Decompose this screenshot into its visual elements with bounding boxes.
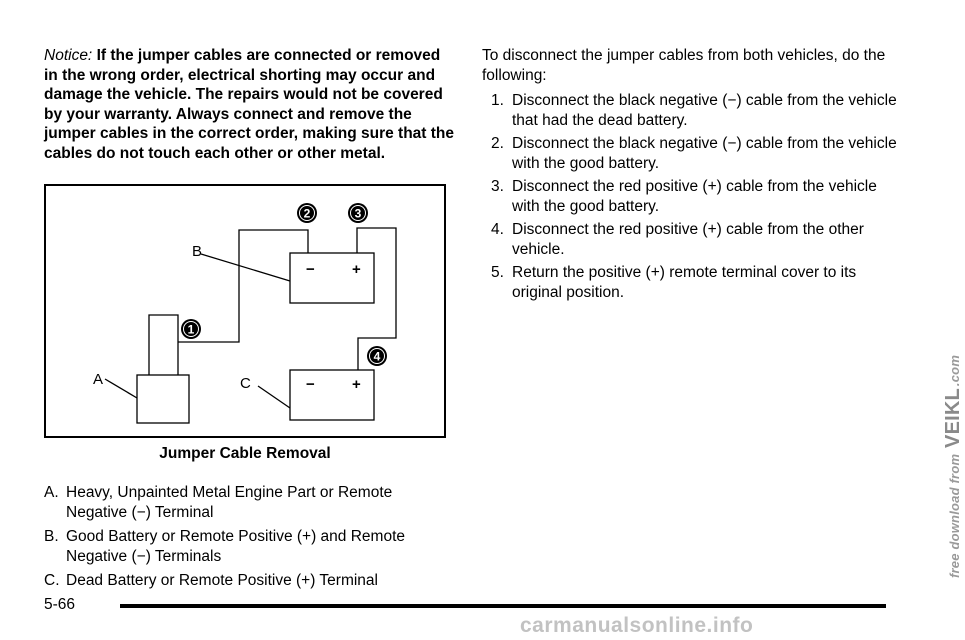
step-item bbox=[491, 177, 901, 216]
watermark-brand: VEIKL bbox=[942, 388, 964, 448]
good-battery-negative: − bbox=[306, 261, 315, 278]
leader-c bbox=[258, 386, 290, 408]
step-item bbox=[491, 220, 901, 259]
step-item bbox=[491, 263, 901, 302]
step-text: Return the positive (+) remote terminal cover to its original position. bbox=[512, 264, 857, 301]
step-item bbox=[491, 91, 901, 130]
good-battery bbox=[290, 253, 374, 303]
step-text: Disconnect the red positive (+) cable from the vehicle with the good battery. bbox=[512, 178, 877, 215]
dead-battery-positive: + bbox=[352, 376, 361, 393]
step-text: Disconnect the black negative (−) cable from the vehicle with the good battery. bbox=[512, 135, 897, 172]
callout-3: 3 bbox=[354, 206, 362, 221]
step-number: 3. bbox=[491, 178, 504, 195]
dead-battery bbox=[290, 370, 374, 420]
engine-bracket bbox=[149, 315, 178, 375]
notice-text: If the jumper cables are connected or removed in the wrong order, electrical shorting may occur and damage the vehicle. The repairs would not be covered by your warranty. Always connect and remove the jumper cables in the correct order, making sure that the cables do not touch each other or other metal. bbox=[44, 47, 455, 162]
side-watermark bbox=[942, 355, 965, 578]
leader-a bbox=[105, 379, 137, 398]
callout-1: 1 bbox=[187, 322, 195, 337]
instructions-intro: To disconnect the jumper cables from both vehicles, do the following: bbox=[482, 47, 886, 84]
dead-battery-negative: − bbox=[306, 376, 315, 393]
legend-item bbox=[44, 483, 454, 522]
legend-text: Good Battery or Remote Positive (+) and Remote Negative (−) Terminals bbox=[66, 528, 406, 565]
bottom-watermark-url: carmanualsonline.info bbox=[520, 614, 754, 637]
label-a: A bbox=[93, 371, 104, 388]
legend-text: Dead Battery or Remote Positive (+) Terminal bbox=[66, 572, 378, 589]
legend-key: A. bbox=[44, 484, 59, 501]
step-text: Disconnect the red positive (+) cable from the other vehicle. bbox=[512, 221, 864, 258]
legend-item bbox=[44, 571, 454, 591]
step-number: 2. bbox=[491, 135, 504, 152]
footer-rule bbox=[120, 604, 886, 608]
legend-item bbox=[44, 527, 454, 566]
label-b: B bbox=[192, 243, 203, 260]
notice-paragraph bbox=[44, 46, 454, 163]
good-battery-positive: + bbox=[352, 261, 361, 278]
engine-metal-part bbox=[137, 375, 189, 423]
disconnect-steps bbox=[491, 91, 901, 306]
step-number: 4. bbox=[491, 221, 504, 238]
label-c: C bbox=[240, 375, 251, 392]
figure-caption: Jumper Cable Removal bbox=[159, 445, 331, 462]
step-text: Disconnect the black negative (−) cable from the vehicle that had the dead battery. bbox=[512, 92, 897, 129]
legend-text: Heavy, Unpainted Metal Engine Part or Remote Negative (−) Terminal bbox=[66, 484, 393, 521]
legend-key: C. bbox=[44, 572, 60, 589]
watermark-suffix: .com bbox=[947, 354, 962, 387]
callout-2: 2 bbox=[303, 206, 311, 221]
leader-b bbox=[201, 254, 290, 281]
notice-label: Notice: bbox=[44, 47, 93, 64]
watermark-prefix: free download from bbox=[947, 453, 962, 578]
step-item bbox=[491, 134, 901, 173]
figure-legend bbox=[44, 483, 454, 596]
step-number: 5. bbox=[491, 264, 504, 281]
callout-4: 4 bbox=[373, 349, 381, 364]
step-number: 1. bbox=[491, 92, 504, 109]
diagram-svg bbox=[46, 186, 444, 436]
legend-key: B. bbox=[44, 528, 59, 545]
page-number: 5-66 bbox=[44, 596, 76, 613]
jumper-cable-diagram bbox=[44, 184, 446, 438]
